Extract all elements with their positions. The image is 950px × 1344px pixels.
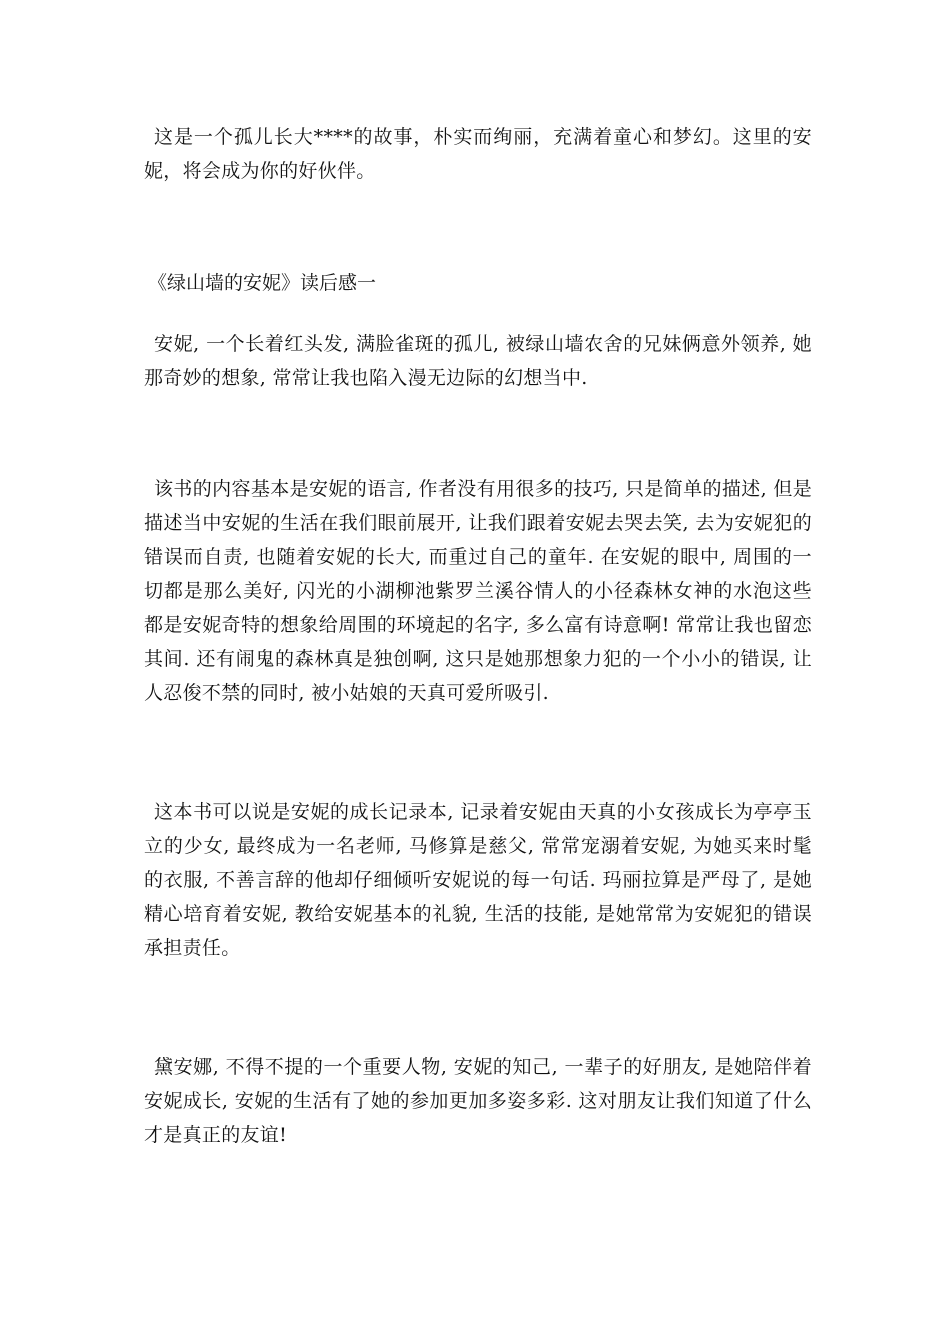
- intro-paragraph: 这是一个孤儿长大****的故事，朴实而绚丽，充满着童心和梦幻。这里的安妮，将会成为你的好伙伴。: [144, 126, 812, 182]
- body-paragraph: 该书的内容基本是安妮的语言, 作者没有用很多的技巧, 只是简单的描述, 但是描述当中安妮的生活在我们眼前展开, 让我们跟着安妮去哭去笑, 去为安妮犯的错误而自责, 也随着安妮的长大, 而重过自己的童年. 在安妮的眼中, 周围的一切都是那么美好, 闪光的小湖柳池紫罗兰溪谷情人的小径森林女神的水泡这些都是安妮奇特的想象给周围的环境起的名字, 多么富有诗意啊! 常常让我也留恋其间. 还有闹鬼的森林真是独创啊, 这只是她那想象力犯的一个小小的错误, 让人忍俊不禁的同时, 被小姑娘的天真可爱所吸引.: [144, 478, 812, 704]
- body-paragraph: 这本书可以说是安妮的成长记录本, 记录着安妮由天真的小女孩成长为亭亭玉立的少女, 最终成为一名老师, 马修算是慈父, 常常宠溺着安妮, 为她买来时髦的衣服, 不善言辞的他却仔细倾听安妮说的每一句话. 玛丽拉算是严母了, 是她精心培育着安妮, 教给安妮基本的礼貌, 生活的技能, 是她常常为安妮犯的错误承担责任。: [144, 801, 812, 959]
- body-paragraph: 安妮, 一个长着红头发, 满脸雀斑的孤儿, 被绿山墙农舍的兄妹俩意外领养, 她那奇妙的想象, 常常让我也陷入漫无边际的幻想当中.: [144, 333, 812, 389]
- section-heading: 《绿山墙的安妮》读后感一: [148, 272, 377, 294]
- body-paragraph: 黛安娜, 不得不提的一个重要人物, 安妮的知己, 一辈子的好朋友, 是她陪伴着安妮成长, 安妮的生活有了她的参加更加多姿多彩. 这对朋友让我们知道了什么才是真正的友谊!: [144, 1056, 812, 1146]
